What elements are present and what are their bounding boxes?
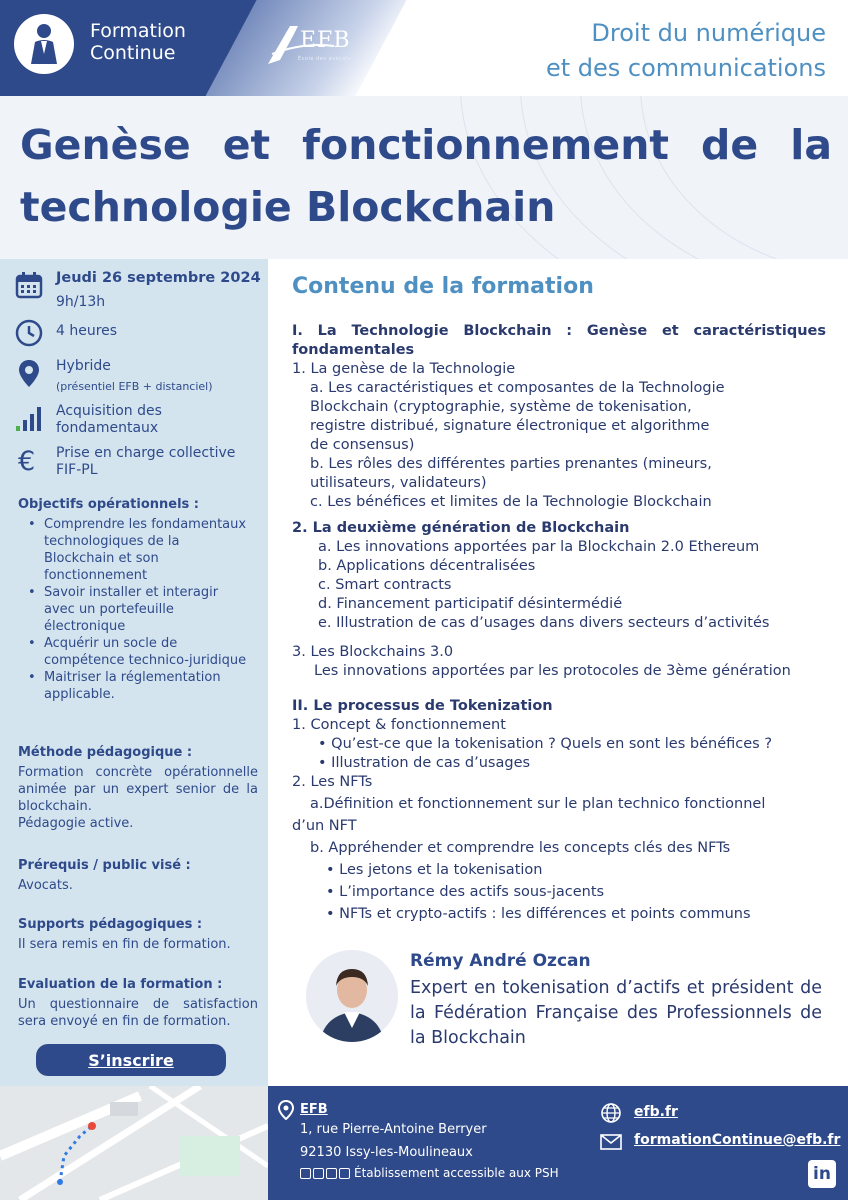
method-section — [18, 744, 258, 832]
efb-logo-text: EFB — [300, 28, 351, 53]
bullet-text: Illustration de cas d’usages — [331, 755, 531, 771]
event-time: 9h/13h — [56, 294, 106, 310]
accessibility-icons — [300, 1168, 350, 1179]
event-date: Jeudi 26 septembre 2024 — [56, 270, 261, 286]
website-link[interactable]: efb.fr — [634, 1104, 678, 1120]
hearing-icon — [313, 1168, 324, 1179]
supports-section — [18, 916, 258, 953]
domain-line-1: Droit du numérique — [591, 19, 826, 47]
objectives-title: Objectifs opérationnels : — [18, 497, 200, 512]
register-button[interactable]: S’inscrire — [36, 1044, 226, 1076]
lawyer-icon — [14, 14, 74, 74]
content-line: c. Smart contracts — [318, 577, 452, 593]
content-line: registre distribué, signature électronique et algorithme — [310, 418, 710, 434]
linkedin-icon[interactable]: in — [808, 1160, 836, 1188]
content-line: b. Applications décentralisées — [318, 558, 536, 574]
method-title: Méthode pédagogique : — [18, 745, 193, 760]
speaker-name: Rémy André Ozcan — [410, 951, 591, 971]
content-line: a. Les innovations apportées par la Blockchain 2.0 Ethereum — [318, 539, 760, 555]
efb-logo-subtext: École des avocats — [298, 56, 352, 62]
date-row — [14, 270, 261, 311]
content-heading: 2. La deuxième génération de Blockchain — [292, 520, 630, 536]
evaluation-title: Evaluation de la formation : — [18, 977, 223, 992]
mental-icon — [339, 1168, 350, 1179]
content-line: b. Appréhender et comprendre les concepts clés des NFTs — [310, 840, 731, 856]
prerequisites-title: Prérequis / public visé : — [18, 858, 191, 873]
content-line: a.Définition et fonctionnement sur le plan technico fonctionnel — [310, 796, 766, 812]
content-bullet: • NFTs et crypto-actifs : les différences et points communs — [326, 906, 751, 922]
speaker-avatar — [306, 950, 398, 1042]
evaluation-text: Un questionnaire de satisfaction sera envoyé en fin de formation. — [18, 997, 258, 1029]
domain-line-2: et des communications — [545, 54, 826, 82]
location-pin-icon — [276, 1100, 296, 1120]
list-item: • Comprendre les fondamentaux technologiques de la Blockchain et son fonctionnement — [28, 516, 248, 584]
accessibility-icon — [300, 1168, 311, 1179]
format-row — [14, 358, 213, 395]
level-row — [14, 403, 162, 437]
funding-line-1: Prise en charge collective — [56, 445, 236, 461]
header — [0, 0, 848, 96]
bullet-text: NFTs et crypto-actifs : les différences et points communs — [339, 906, 751, 922]
format-label: Hybride — [56, 358, 111, 374]
prerequisites-text: Avocats. — [18, 878, 73, 893]
location-pin-icon — [14, 358, 44, 388]
clock-icon — [14, 318, 44, 348]
svg-text:€: € — [18, 446, 36, 475]
footer — [268, 1086, 848, 1200]
duration-row — [14, 318, 117, 348]
envelope-icon — [600, 1134, 622, 1150]
domain-title — [546, 16, 826, 86]
location-map — [0, 1086, 268, 1200]
bullet-text: Les jetons et la tokenisation — [339, 862, 543, 878]
date-text — [56, 270, 261, 311]
objectives-section — [18, 496, 258, 703]
course-content — [292, 322, 826, 924]
method-text: Formation concrète opérationnelle animée par un expert senior de la blockchain. — [18, 765, 258, 814]
supports-title: Supports pédagogiques : — [18, 917, 203, 932]
content-line: d. Financement participatif désintermédié — [318, 596, 623, 612]
content-bullet: • Qu’est-ce que la tokenisation ? Quels en sont les bénéfices ? — [318, 736, 773, 752]
bullet-text: Qu’est-ce que la tokenisation ? Quels en sont les bénéfices ? — [331, 736, 773, 752]
content-bullet: • Illustration de cas d’usages — [318, 755, 531, 771]
content-line: c. Les bénéfices et limites de la Technologie Blockchain — [310, 494, 712, 510]
content-line: 2. Les NFTs — [292, 774, 373, 790]
footer-address-2: 92130 Issy-les-Moulineaux — [300, 1145, 473, 1160]
objectives-list — [18, 516, 248, 703]
funding-text — [56, 445, 252, 479]
brand-line-1: Formation — [90, 20, 186, 42]
content-line: b. Les rôles des différentes parties prenantes (mineurs, — [310, 456, 712, 472]
euro-icon — [14, 445, 44, 475]
content-line: Blockchain (cryptographie, système de tokenisation, — [310, 399, 692, 415]
content-line: d’un NFT — [292, 818, 357, 834]
email-link[interactable]: formationContinue@efb.fr — [634, 1132, 841, 1148]
content-bullet: • Les jetons et la tokenisation — [326, 862, 543, 878]
funding-row — [14, 445, 252, 479]
content-line: de consensus) — [310, 437, 415, 453]
globe-icon — [600, 1102, 622, 1124]
content-line: a. Les caractéristiques et composantes de la Technologie — [310, 380, 725, 396]
signal-bars-icon — [14, 403, 44, 433]
format-text — [56, 358, 213, 395]
prerequisites-section — [18, 857, 258, 894]
funding-line-2: FIF-PL — [56, 462, 98, 478]
accessibility-text: Établissement accessible aux PSH — [354, 1166, 559, 1180]
content-line: Les innovations apportées par les protocoles de 3ème génération — [314, 663, 791, 679]
footer-address-1: 1, rue Pierre-Antoine Berryer — [300, 1122, 487, 1137]
content-bullet: • L’importance des actifs sous-jacents — [326, 884, 605, 900]
evaluation-section — [18, 976, 258, 1030]
level-text — [56, 403, 162, 437]
brand-name — [90, 20, 186, 64]
list-item: • Acquérir un socle de compétence technico-juridique — [28, 635, 248, 669]
content-line: 3. Les Blockchains 3.0 — [292, 644, 454, 660]
visual-icon — [326, 1168, 337, 1179]
page-title: Genèse et fonctionnement de la technologie Blockchain — [20, 121, 832, 231]
level-line-1: Acquisition des — [56, 403, 162, 419]
part-1-title: I. La Technologie Blockchain : Genèse et caractéristiques fondamentales — [292, 323, 826, 358]
content-line: e. Illustration de cas d’usages dans divers secteurs d’activités — [318, 615, 770, 631]
brand-line-2: Continue — [90, 42, 176, 64]
content-line: 1. Concept & fonctionnement — [292, 717, 506, 733]
content-line: utilisateurs, validateurs) — [310, 475, 487, 491]
calendar-icon — [14, 270, 44, 300]
content-title: Contenu de la formation — [292, 274, 594, 299]
method-text-2: Pédagogie active. — [18, 816, 134, 831]
level-line-2: fondamentaux — [56, 420, 159, 436]
content-line: 1. La genèse de la Technologie — [292, 361, 516, 377]
list-item: • Maitriser la réglementation applicable. — [28, 669, 248, 703]
footer-org-link[interactable]: EFB — [300, 1102, 328, 1117]
list-item: • Savoir installer et interagir avec un portefeuille électronique — [28, 584, 248, 635]
supports-text: Il sera remis en fin de formation. — [18, 937, 231, 952]
duration-text: 4 heures — [56, 323, 118, 339]
format-note: (présentiel EFB + distanciel) — [56, 380, 213, 393]
speaker-bio: Expert en tokenisation d’actifs et président de la Fédération Française des Professionnels de la Blockchain — [410, 978, 822, 1048]
bullet-text: L’importance des actifs sous-jacents — [339, 884, 605, 900]
part-2-title: II. Le processus de Tokenization — [292, 698, 553, 714]
